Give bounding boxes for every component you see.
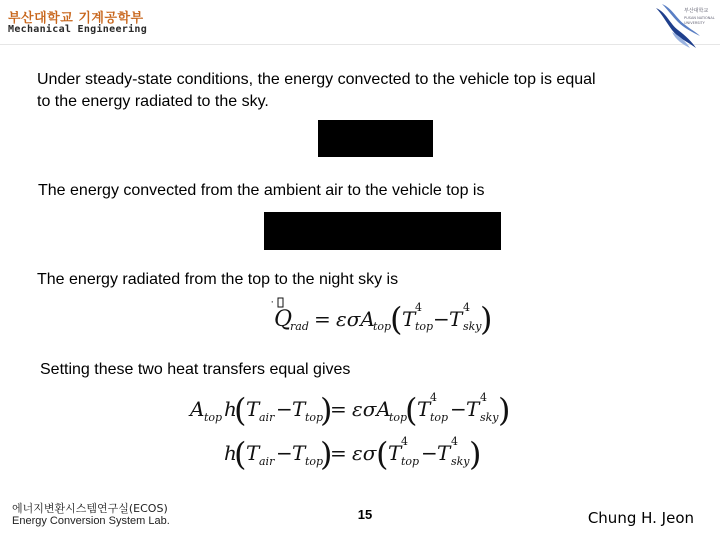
svg-text:): )	[469, 435, 482, 473]
lab-name-english: Energy Conversion System Lab.	[12, 515, 170, 527]
svg-text:−: −	[433, 307, 450, 331]
svg-text:sky: sky	[480, 411, 499, 424]
svg-text:PUSAN NATIONAL: PUSAN NATIONAL	[684, 16, 715, 20]
redacted-convection-equation-box	[264, 212, 501, 250]
svg-text:T: T	[402, 307, 416, 331]
balance-equation	[188, 386, 518, 428]
svg-text:top: top	[305, 455, 324, 468]
svg-text:부산대학교: 부산대학교	[684, 8, 709, 14]
svg-text:(: (	[405, 391, 418, 429]
author-name: Chung H. Jeon	[587, 509, 694, 527]
svg-text:h: h	[224, 397, 237, 421]
svg-text:εσ: εσ	[352, 441, 377, 465]
department-title-english: Mechanical Engineering	[8, 24, 148, 35]
svg-text:−: −	[450, 397, 467, 421]
svg-text:top: top	[305, 411, 324, 424]
intro-line-2: to the energy radiated to the sky.	[37, 93, 269, 110]
svg-text:T: T	[292, 397, 306, 421]
svg-text:̇	[271, 300, 273, 303]
svg-text:air: air	[259, 411, 275, 424]
svg-text:(: (	[390, 300, 403, 338]
svg-text:4: 4	[480, 391, 487, 404]
lab-name-korean: 에너지변환시스템연구실(ECOS)	[12, 502, 168, 515]
svg-text:top: top	[373, 320, 392, 333]
svg-text:−: −	[421, 441, 438, 465]
intro-line-1: Under steady-state conditions, the energy convected to the vehicle top is equal	[37, 71, 596, 88]
svg-text:A: A	[190, 397, 205, 421]
department-title-korean: 부산대학교 기계공학부	[8, 11, 144, 26]
svg-text:top: top	[389, 411, 408, 424]
svg-text:UNIVERSITY: UNIVERSITY	[684, 21, 705, 25]
radiation-equation	[270, 296, 492, 336]
svg-text:): )	[320, 391, 333, 429]
svg-text:T: T	[246, 441, 260, 465]
svg-text:rad: rad	[290, 320, 309, 333]
header-divider	[0, 44, 720, 45]
svg-text:air: air	[259, 455, 275, 468]
svg-text:=: =	[330, 397, 347, 421]
svg-text:): )	[498, 391, 511, 429]
svg-text:4: 4	[463, 301, 470, 314]
svg-text:T: T	[292, 441, 306, 465]
equality-paragraph: Setting these two heat transfers equal gives	[40, 361, 351, 378]
svg-text:εσA: εσA	[352, 397, 391, 421]
simplified-balance-equation	[220, 430, 496, 472]
convection-paragraph: The energy convected from the ambient air to the vehicle top is	[38, 182, 485, 199]
svg-text:=: =	[314, 307, 331, 331]
svg-text:sky: sky	[463, 320, 482, 333]
svg-text:4: 4	[430, 391, 437, 404]
svg-text:T: T	[388, 441, 402, 465]
svg-text:T: T	[449, 307, 463, 331]
svg-text:=: =	[330, 441, 347, 465]
svg-text:(: (	[234, 391, 247, 429]
svg-text:T: T	[437, 441, 451, 465]
svg-text:εσA: εσA	[336, 307, 375, 331]
intro-paragraph	[37, 69, 596, 113]
svg-text:(: (	[376, 435, 389, 473]
svg-text:top: top	[430, 411, 449, 424]
svg-text:4: 4	[401, 435, 408, 448]
svg-text:sky: sky	[451, 455, 470, 468]
svg-text:T: T	[466, 397, 480, 421]
svg-text:top: top	[415, 320, 434, 333]
svg-text:top: top	[204, 411, 223, 424]
svg-text:h: h	[224, 441, 237, 465]
redacted-equation-box	[318, 120, 433, 157]
svg-text:4: 4	[451, 435, 458, 448]
university-emblem-icon	[652, 2, 718, 50]
radiation-paragraph: The energy radiated from the top to the night sky is	[37, 271, 399, 288]
svg-text:−: −	[276, 397, 293, 421]
svg-text:T: T	[417, 397, 431, 421]
svg-text:4: 4	[415, 301, 422, 314]
svg-text:): )	[480, 300, 493, 338]
page-number: 15	[357, 507, 373, 522]
svg-text:): )	[320, 435, 333, 473]
svg-text:T: T	[246, 397, 260, 421]
svg-text:(: (	[234, 435, 247, 473]
svg-text:top: top	[401, 455, 420, 468]
svg-text:−: −	[276, 441, 293, 465]
svg-text:Q: Q	[274, 307, 293, 332]
